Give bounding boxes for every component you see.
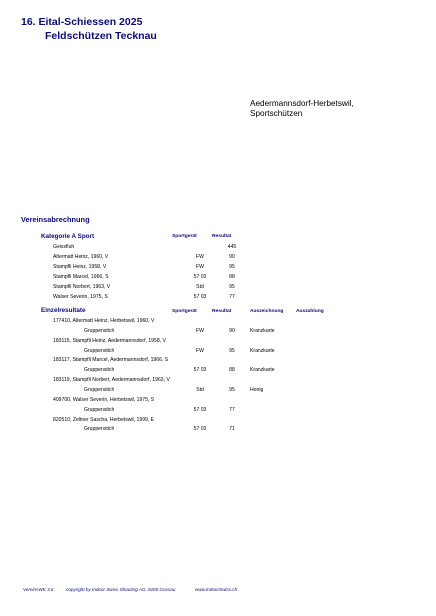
- einzel-row-resultat: 95: [229, 347, 235, 354]
- kategorie-row-resultat: 90: [229, 253, 235, 260]
- einzel-row-shooter: 177410, Altermatt Heinz, Herbetswil, 1960, V: [53, 318, 155, 324]
- kategorie-row-name: Geissfluh: [53, 244, 75, 250]
- einzel-row-shooter: 820510, Zeltner Sascha, Herbetswil, 1999, E: [53, 416, 155, 423]
- einzel-row-sportgeraet: FW: [196, 327, 204, 334]
- einzel-row-resultat: 90: [229, 327, 235, 334]
- einzel-row-shooter: 183115, Stampfli Heinz, Aedermannsdorf, 1958, V: [53, 337, 166, 344]
- kategorie-row-resultat: 95: [229, 263, 235, 270]
- kategorie-row-name: Walser Severin, 1975, S: [53, 293, 108, 300]
- kategorie-row-resultat: 88: [229, 273, 235, 280]
- einzel-col-auszahlung: Auszahlung: [296, 309, 324, 314]
- einzel-row-sportgeraet: 57 03: [193, 406, 207, 413]
- einzel-row-shooter: 183119, Stampfli Norbert, Aedermannsdorf, 1963, V: [53, 377, 170, 384]
- organization-name-line1: Aedermannsdorf-Herbetswil,: [250, 99, 354, 108]
- einzel-row-resultat: 95: [229, 386, 235, 393]
- kategorie-row-name: Altermatt Heinz, 1960, V: [53, 253, 109, 260]
- kategorie-col-sportgeraet: Sportgerät: [172, 234, 197, 239]
- footer-copyright: copyright by Indoor Swiss Shooting AG, 9200 Gossau: [66, 587, 176, 592]
- einzel-row-stich: Gruppenstich: [84, 367, 115, 374]
- footer-version: VereinsWK 3.6: [23, 587, 54, 592]
- kategorie-row-sportgeraet: Std: [196, 283, 204, 290]
- footer-url: www.IndoorSwiss.ch: [195, 587, 238, 592]
- einzel-col-resultat: Resultat: [212, 309, 232, 314]
- einzel-row-stich: Gruppenstich: [84, 327, 115, 334]
- einzel-title: Einzelresultate: [41, 307, 86, 314]
- einzel-row-stich: Gruppenstich: [84, 347, 115, 354]
- einzel-row-sportgeraet: 57 03: [193, 426, 207, 433]
- einzel-row-shooter: 183117, Stampfli Marcel, Aedermannsdorf, 1966, S: [53, 357, 169, 364]
- einzel-row-auszeichnung: Kranzkarte: [250, 347, 275, 354]
- einzel-row-resultat: 71: [229, 426, 235, 433]
- kategorie-row-name: Stampfli Heinz, 1958, V: [53, 263, 107, 270]
- einzel-row-auszeichnung: Kranzkarte: [250, 327, 275, 334]
- einzel-row-sportgeraet: Std: [196, 386, 204, 393]
- einzel-row-sportgeraet: 57 03: [193, 367, 207, 374]
- page-subtitle: Feldschützen Tecknau: [45, 30, 157, 42]
- kategorie-row-resultat: 77: [229, 293, 235, 300]
- kategorie-row-sportgeraet: 57 03: [193, 293, 207, 300]
- einzel-row-shooter: 409700, Walser Severin, Herbetswil, 1975, S: [53, 396, 155, 403]
- einzel-row-resultat: 77: [229, 406, 235, 413]
- page-title: 16. Eital-Schiessen 2025: [21, 16, 143, 28]
- einzel-row-stich: Gruppenstich: [84, 426, 115, 433]
- einzel-row-sportgeraet: FW: [196, 347, 204, 354]
- organization-name-line2: Sportschützen: [250, 109, 303, 118]
- einzel-col-sportgeraet: Sportgerät: [172, 309, 197, 314]
- einzel-row-stich: Gruppenstich: [84, 406, 115, 413]
- einzel-row-auszeichnung: Kranzkarte: [250, 367, 275, 374]
- einzel-col-auszeichnung: Auszeichnung: [250, 309, 284, 314]
- kategorie-row-name: Stampfli Marcel, 1966, S: [53, 273, 109, 280]
- section-title: Vereinsabrechnung: [21, 215, 90, 224]
- einzel-row-resultat: 88: [229, 367, 235, 374]
- kategorie-row-sportgeraet: FW: [196, 263, 204, 270]
- kategorie-col-resultat: Resultat: [212, 234, 232, 239]
- einzel-row-stich: Gruppenstich: [84, 386, 115, 393]
- kategorie-title: Kategorie A Sport: [41, 233, 95, 240]
- einzel-row-auszeichnung: Honig: [250, 386, 264, 393]
- kategorie-row-resultat: 445: [227, 244, 237, 250]
- kategorie-row-name: Stampfli Norbert, 1963, V: [53, 283, 111, 290]
- kategorie-row-resultat: 95: [229, 283, 235, 290]
- kategorie-row-sportgeraet: FW: [196, 253, 204, 260]
- kategorie-row-sportgeraet: 57 03: [193, 273, 207, 280]
